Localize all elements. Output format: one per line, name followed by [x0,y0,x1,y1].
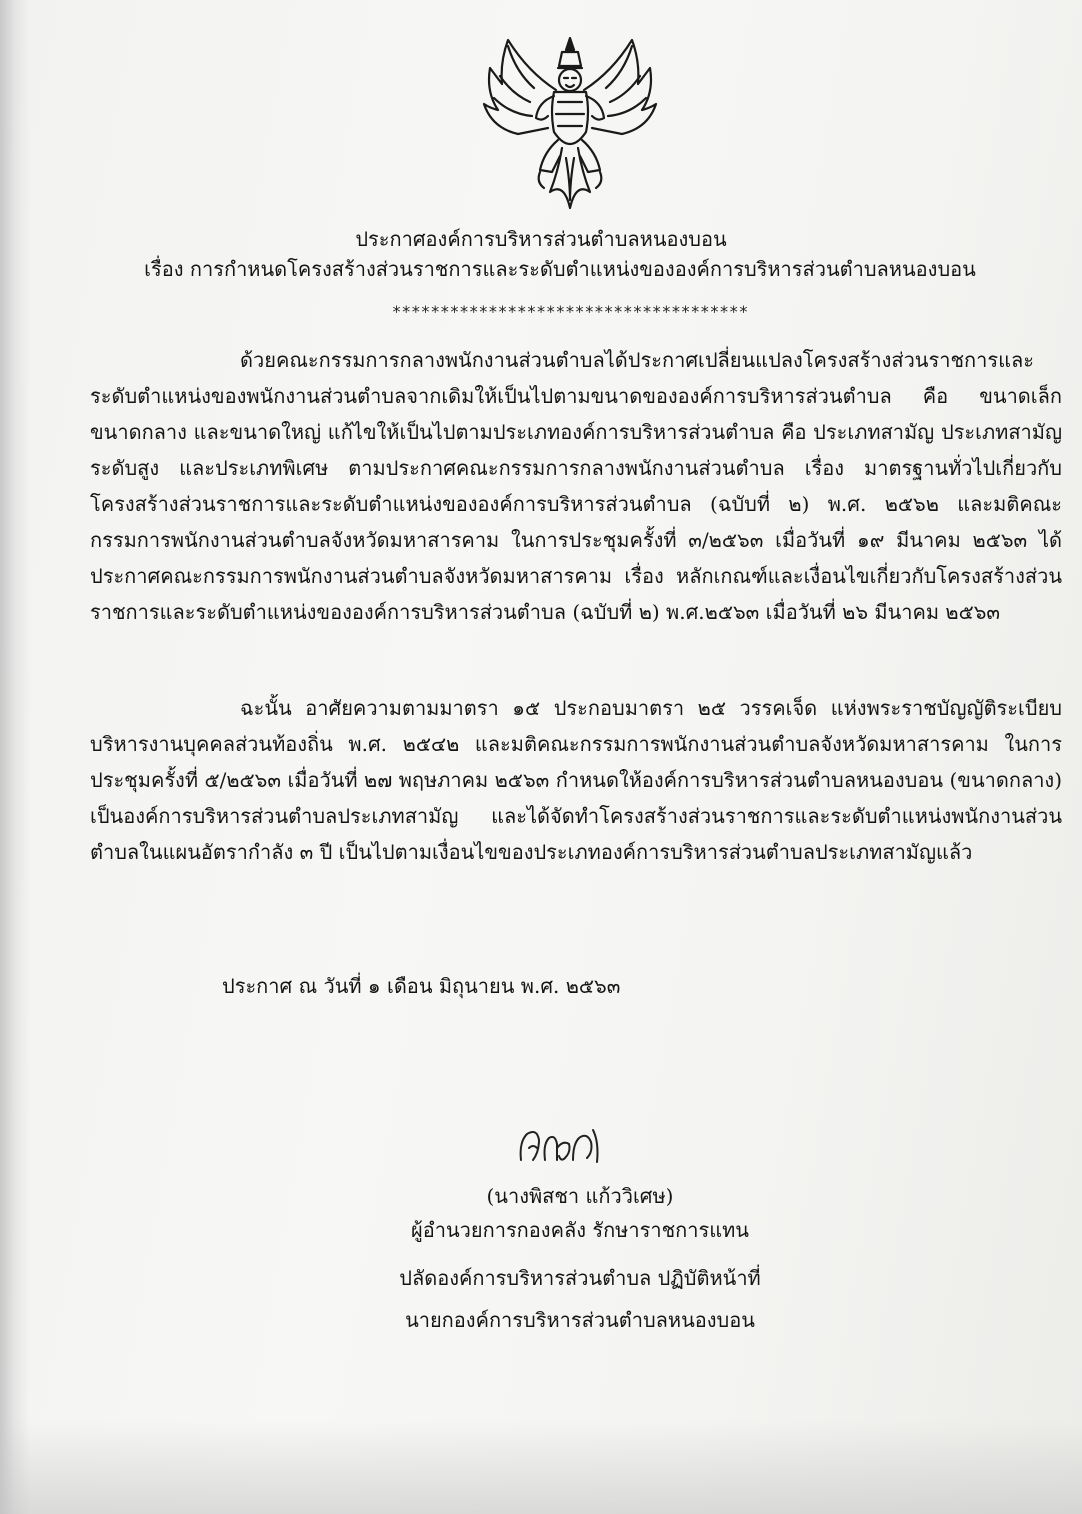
page-shadow-bottom [0,1420,1082,1514]
asterisk-divider: ************************************* [391,302,749,321]
announcement-subject: เรื่อง การกำหนดโครงสร้างส่วนราชการและระดับตำแหน่งขององค์การบริหารส่วนตำบลหนองบอน [144,257,976,281]
signer-position-1: ผู้อำนวยการกองคลัง รักษาราชการแทน [411,1218,749,1242]
garuda-emblem-icon [478,32,663,212]
body-paragraph-1: ด้วยคณะกรรมการกลางพนักงานส่วนตำบลได้ประกาศเปลี่ยนแปลงโครงสร้างส่วนราชการและระดับตำแหน่งของพนักงานส่วนตำบลจากเดิมให้เป็นไปตามขนาดขององค์การบริหารส่วนตำบล คือ ขนาดเล็ก ขนาดกลาง และขนาดใหญ่ แก้ไขให้เป็นไปตามประเภทองค์การบริหารส่วนตำบล คือ ประเภทสามัญ ประเภทสามัญ ระดับสูง และประเภทพิเศษ ตามประกาศคณะกรรมการกลางพนักงานส่วนตำบล เรื่อง มาตรฐานทั่วไปเกี่ยวกับโครงสร้างส่วนราชการและระดับตำแหน่งขององค์การบริหารส่วนตำบล (ฉบับที่ ๒) พ.ศ. ๒๕๖๒ และมติคณะกรรมการพนักงานส่วนตำบลจังหวัดมหาสารคาม ในการประชุมครั้งที่ ๓/๒๕๖๓ เมื่อวันที่ ๑๙ มีนาคม ๒๕๖๓ ได้ประกาศคณะกรรมการพนักงานส่วนตำบลจังหวัดมหาสารคาม เรื่อง หลักเกณฑ์และเงื่อนไขเกี่ยวกับโครงสร้างส่วนราชการและระดับตำแหน่งขององค์การบริหารส่วนตำบล (ฉบับที่ ๒) พ.ศ.๒๕๖๓ เมื่อวันที่ ๒๖ มีนาคม ๒๕๖๓ [90,348,1062,624]
announcement-date: ประกาศ ณ วันที่ ๑ เดือน มิถุนายน พ.ศ. ๒๕๖๓ [222,974,621,998]
body-paragraph-2: ฉะนั้น อาศัยความตามมาตรา ๑๕ ประกอบมาตรา ๒๕ วรรคเจ็ด แห่งพระราชบัญญัติระเบียบบริหารงานบุคคลส่วนท้องถิ่น พ.ศ. ๒๕๔๒ และมติคณะกรรมการพนักงานส่วนตำบลจังหวัดมหาสารคาม ในการประชุมครั้งที่ ๕/๒๕๖๓ เมื่อวันที่ ๒๗ พฤษภาคม ๒๕๖๓ กำหนดให้องค์การบริหารส่วนตำบลหนองบอน (ขนาดกลาง) เป็นองค์การบริหารส่วนตำบลประเภทสามัญ และได้จัดทำโครงสร้างส่วนราชการและระดับตำแหน่งพนักงานส่วนตำบลในแผนอัตรากำลัง ๓ ปี เป็นไปตามเงื่อนไขของประเภทองค์การบริหารส่วนตำบลประเภทสามัญแล้ว [90,696,1062,864]
announcement-title: ประกาศองค์การบริหารส่วนตำบลหนองบอน [355,227,727,251]
signer-position-2: ปลัดองค์การบริหารส่วนตำบล ปฏิบัติหน้าที่ [399,1266,761,1290]
signer-name: (นางพิสชา แก้ววิเศษ) [486,1184,674,1208]
signer-position-3: นายกองค์การบริหารส่วนตำบลหนองบอน [405,1308,755,1332]
handwritten-signature [515,1122,610,1167]
